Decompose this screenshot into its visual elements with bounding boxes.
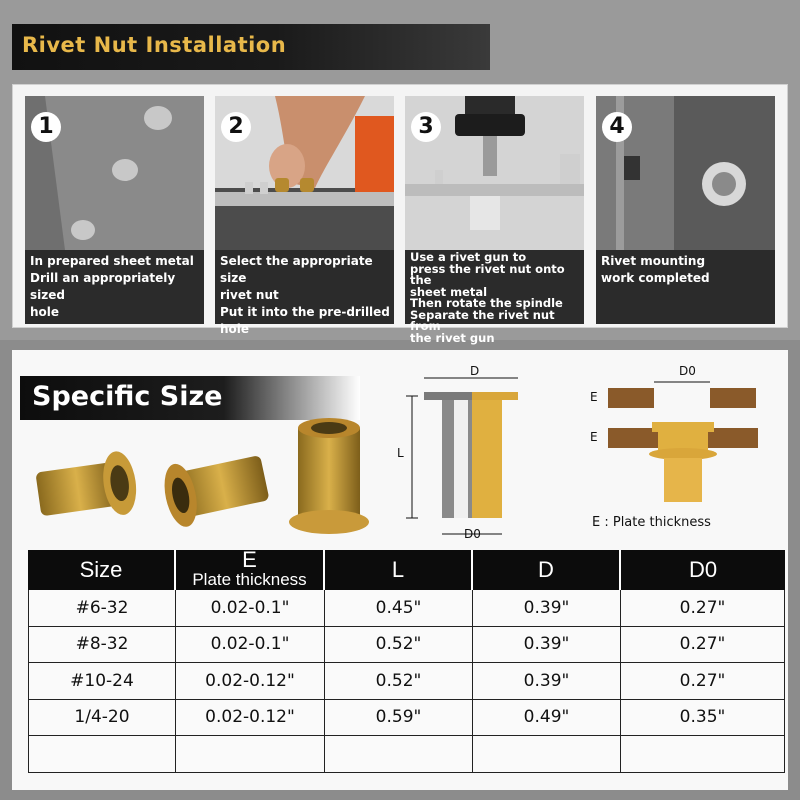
step-card-1 xyxy=(25,96,204,324)
step-4-number: 4 xyxy=(602,112,632,142)
cell-e: 0.02-0.12" xyxy=(176,700,325,736)
cell-d0: 0.27" xyxy=(621,663,785,699)
plate-thickness-diagram xyxy=(598,376,758,516)
step-4-text: Rivet mounting work completed xyxy=(601,254,710,285)
cell-size: #8-32 xyxy=(28,627,176,663)
table-row xyxy=(28,627,785,664)
cell-l: 0.52" xyxy=(325,627,473,663)
cell-d: 0.39" xyxy=(473,663,621,699)
cell-d: 0.39" xyxy=(473,627,621,663)
cell-size: 1/4-20 xyxy=(28,700,176,736)
cell-l: 0.52" xyxy=(325,663,473,699)
header-l: L xyxy=(325,550,473,590)
diagram-label-e-top: E xyxy=(590,390,598,404)
step-1-number: 1 xyxy=(31,112,61,142)
table-header xyxy=(28,547,785,590)
cell-d xyxy=(473,736,621,772)
steps-panel xyxy=(12,84,788,345)
step-card-4 xyxy=(596,96,775,324)
spec-panel xyxy=(12,350,788,790)
cell-e: 0.02-0.1" xyxy=(176,627,325,663)
diagram-label-e-bottom: E xyxy=(590,430,598,444)
cell-size xyxy=(28,736,176,772)
step-3-text: Use a rivet gun to press the rivet nut onto the sheet metal Then rotate the spindle Separate the rivet nut from the rivet gun xyxy=(410,250,565,345)
diagram-caption: E : Plate thickness xyxy=(592,515,711,530)
size-table xyxy=(28,547,785,773)
table-row xyxy=(28,590,785,627)
diagram-label-d: D xyxy=(470,364,480,378)
cell-d: 0.49" xyxy=(473,700,621,736)
step-2-number: 2 xyxy=(221,112,251,142)
cell-size: #10-24 xyxy=(28,663,176,699)
step-2-text: Select the appropriate size rivet nut Put it into the pre-drilled hole xyxy=(220,254,390,336)
table-row xyxy=(28,736,785,773)
table-row xyxy=(28,700,785,737)
cell-d0: 0.27" xyxy=(621,590,785,626)
cell-d0 xyxy=(621,736,785,772)
cell-d: 0.39" xyxy=(473,590,621,626)
header-d: D xyxy=(473,550,621,590)
cell-size: #6-32 xyxy=(28,590,176,626)
cell-l xyxy=(325,736,473,772)
header-e: E Plate thickness xyxy=(176,550,325,590)
cell-d0: 0.27" xyxy=(621,627,785,663)
cross-section-diagram xyxy=(382,368,532,546)
diagram-label-l: L xyxy=(397,446,404,460)
spec-title-bar xyxy=(20,376,360,420)
diagram-label-d0-top: D0 xyxy=(679,364,696,378)
step-card-2 xyxy=(215,96,394,336)
cell-e xyxy=(176,736,325,772)
table-row xyxy=(28,663,785,700)
cell-d0: 0.35" xyxy=(621,700,785,736)
diagram-label-d0-bottom: D0 xyxy=(464,527,481,541)
cell-e: 0.02-0.12" xyxy=(176,663,325,699)
installation-title: Rivet Nut Installation xyxy=(22,33,287,57)
step-1-text: In prepared sheet metal Drill an appropriately sized hole xyxy=(30,254,194,319)
header-d0: D0 xyxy=(688,557,718,582)
cell-e: 0.02-0.1" xyxy=(176,590,325,626)
step-3-number: 3 xyxy=(411,112,441,142)
header-size: Size xyxy=(28,550,176,590)
rivet-nuts-photo xyxy=(30,418,380,546)
installation-title-bar xyxy=(12,24,490,70)
cell-l: 0.45" xyxy=(325,590,473,626)
step-card-3 xyxy=(405,96,584,345)
cell-l: 0.59" xyxy=(325,700,473,736)
spec-title: Specific Size xyxy=(32,381,223,412)
